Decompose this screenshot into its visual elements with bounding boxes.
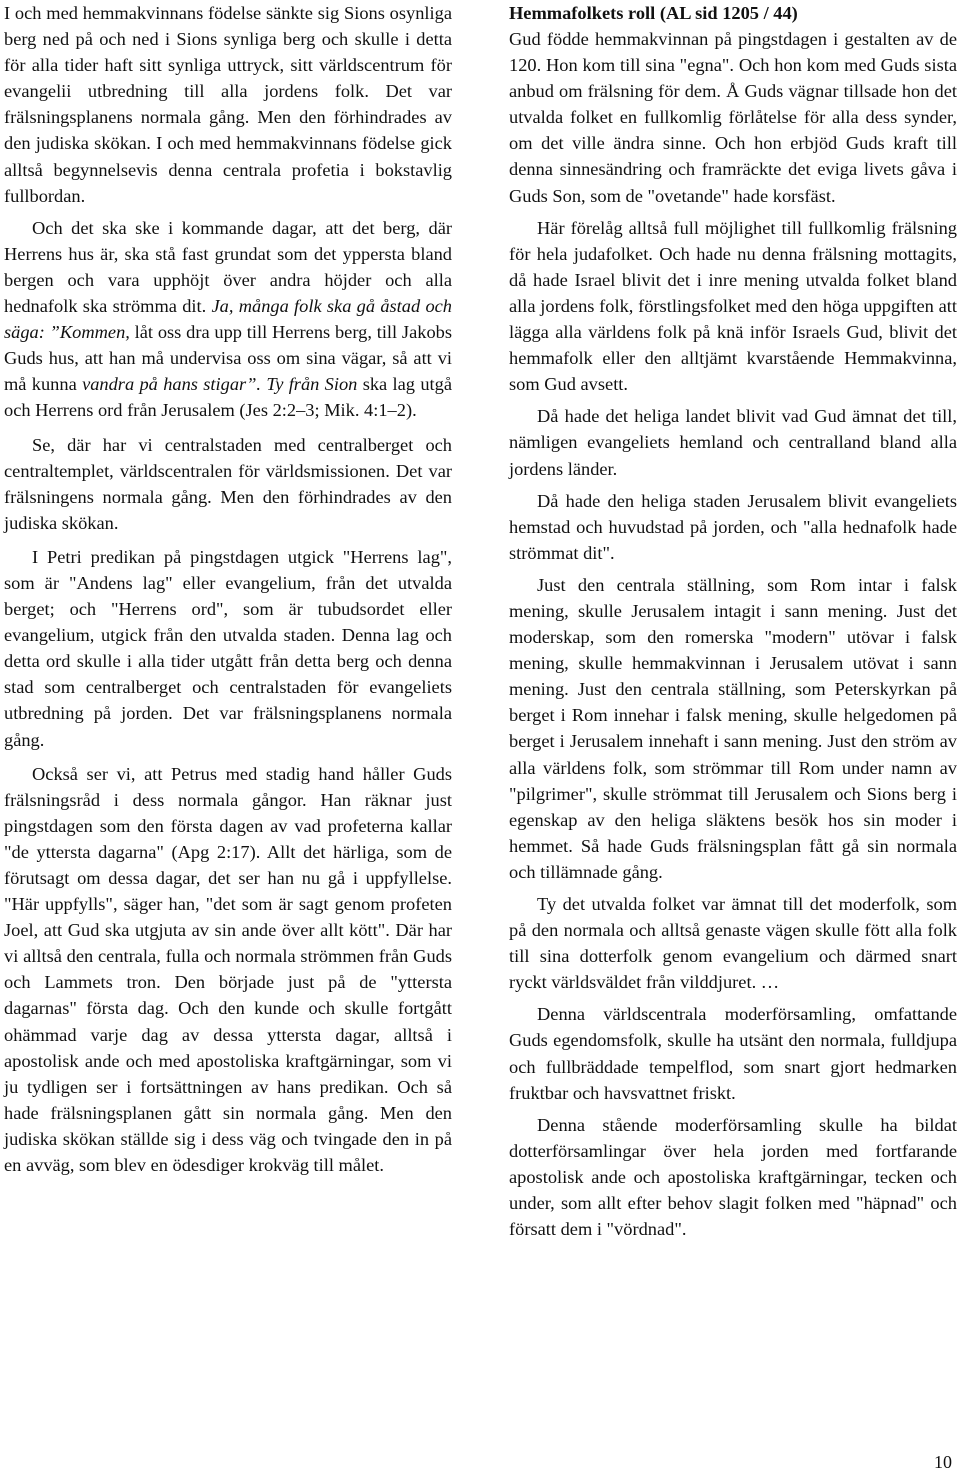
quote-text-italic: Ja, många folk ska gå åstad och säga: ”Kommen,: [4, 296, 453, 343]
paragraph: Denna världscentrala moderförsamling, omfattande Guds egendomsfolk, skulle ha utsänt den normala, fulldjupa och fullbräddade tempelflod, som snart gjort hedmarken fruktbar och havsvattnet friskt.: [509, 1004, 957, 1103]
paragraph: Ty det utvalda folket var ämnat till det moderfolk, som på den normala och alltså genaste vägen skulle fött alla folk till sina dotterfolk genom evangelium och därmed snart ryckt världsväldet från vilddjuret. …: [509, 894, 957, 993]
paragraph: Se, där har vi centralstaden med centralberget och centraltemplet, världscentralen för världsmissionen. Det var frälsningens normala gång. Men den förhindrades av den judiska skökan.: [4, 434, 452, 533]
quote-text-italic: vandra på hans stigar”. Ty från Sion: [82, 374, 358, 395]
section-heading: Hemmafolkets roll (AL sid 1205 / 44): [509, 3, 798, 23]
quote-text: ska lag utgå och Herrens ord från Jerusalem (Jes 2:2–3; Mik. 4:1–2).: [4, 374, 452, 421]
scripture-quote-paragraph: [4, 215, 452, 424]
paragraph: Också ser vi, att Petrus med stadig hand håller Guds frälsningsråd i dess normala gångor. Han räknar just pingstdagen som den första dagen av vad profeterna kallar "de yttersta dagarna" (Apg 2:17). Allt det härliga, som de förutsagt om dessa dagar, det ser han nu gå i uppfyllelse. "Här uppfylls", säger han, "det som är sagt genom profeten Joel, att Gud ska utgjuta av sin ande över allt kött". Där har vi alltså den centrala, fulla och normala strömmen från Guds och Lammets tron. Den började just på de "yttersta dagarnas" första dag. Och den kunde och skulle fortgått ohämmad varje dag av dessa yttersta dagar, alltså i apostolisk ande och med apostoliska kraftgärningar, som vi ju tydligen ser i fortsättningen av hans predikan. Och så hade frälsningsplanen gått sin normala gång. Men den judiska skökan ställde sig i dess väg och tvingade den in på en avväg, som blev en ödesdiger krokväg till målet.: [4, 763, 452, 1176]
paragraph: Gud födde hemmakvinnan på pingstdagen i gestalten av de 120. Hon kom till sina "egna". Och hon kom med Guds sista anbud om frälsning för dem. Å Guds vägnar tillsade hon det utvalda folket en fullkomlig förlåtelse för alla dess synder, om det ville ändra sinne. Och hon erbjöd Guds kraft till denna sinnesändring och framräckte det eviga livets gåva i Guds Son, som de "ovetande" hade korsfäst.: [509, 29, 957, 206]
page-number: 10: [934, 1452, 952, 1472]
paragraph: Då hade den heliga staden Jerusalem blivit evangeliets hemstad och huvudstad på jorden, och "alla hednafolk hade strömmat dit".: [509, 490, 957, 563]
left-column: [4, 0, 452, 1184]
quote-text: Och det ska ske i kommande dagar, att det berg, där Herrens hus är, ska stå fast grundat som det yppersta bland bergen och vara upphöjt över andra höjder och alla hednafolk ska strömma dit.: [4, 217, 452, 317]
paragraph: Här förelåg alltså full möjlighet till fullkomlig frälsning för hela judafolket. Och hade nu denna frälsning mottagits, då hade Israel blivit det i inre mening utvalda folket bland alla jordens folk, förstlingsfolket med den höga uppgiften att lägga alla världens folk på knä inför Israels Gud, blivit det hemmafolk eller den alltjämt kvarstående Hemmakvinna, som Gud avsett.: [509, 217, 957, 395]
quote-text: låt oss dra upp till Herrens berg, till Jakobs Guds hus, att han må undervisa oss om sina vägar, så att vi må kunna: [4, 322, 452, 395]
paragraph: I och med hemmakvinnans födelse sänkte sig Sions osynliga berg ned på och ned i Sions synliga berg och skulle i detta för alla tider haft sitt synliga uttryck, sitt världscentrum för evangelii utbredning till alla jordens folk. Det var frälsningsplanens normala gång. Men den förhindrades av den judiska skökan. I och med hemmakvinnans födelse gick alltså begynnelsevis denna centrala profetia i bokstavlig fullbordan.: [4, 3, 452, 206]
paragraph: I Petri predikan på pingstdagen utgick "Herrens lag", som är "Andens lag" eller evangelium, från det utvalda berget; och "Herrens ord", som är tubudsordet eller evangelium, utgick från den utvalda staden. Denna lag och detta ord skulle i alla tider utgått från detta berg och denna stad som centralberget och centralstaden för evangeliets utbredning på jorden. Det var frälsningsplanens normala gång.: [4, 546, 452, 750]
paragraph: Denna stående moderförsamling skulle ha bildat dotterförsamlingar över hela jorden med fortfarande apostolisk ande och apostoliska kraftgärningar, tecken och under, som allt efter behov slagit folken med "häpnad" och försatt dem i "vördnad".: [509, 1114, 957, 1240]
paragraph: Då hade det heliga landet blivit vad Gud ämnat det till, nämligen evangeliets hemland och centralland bland alla jordens länder.: [509, 406, 957, 479]
right-column: [509, 0, 957, 1248]
paragraph: Just den centrala ställning, som Rom intar i falsk mening, skulle Jerusalem intagit i sann mening. Just det moderskap, som den romerska "modern" utövar i falsk mening, skulle hemmakvinnan i Jerusalem utövat i sann mening. Just den centrala ställning, som Peterskyrkan på berget i Rom innehar i falsk mening, skulle helgedomen på berget i Jerusalem innehaft i sann mening. Just den ström av alla världens folk, som strömmar till Rom under namn av "pilgrimer", skulle strömmat till Jerusalem och Sions berg i egenskap av den heliga släktens besök hos sin moder i hemmet. Så hade Guds frälsningsplan fått gå sin normala och tillämnade gång.: [509, 574, 957, 882]
